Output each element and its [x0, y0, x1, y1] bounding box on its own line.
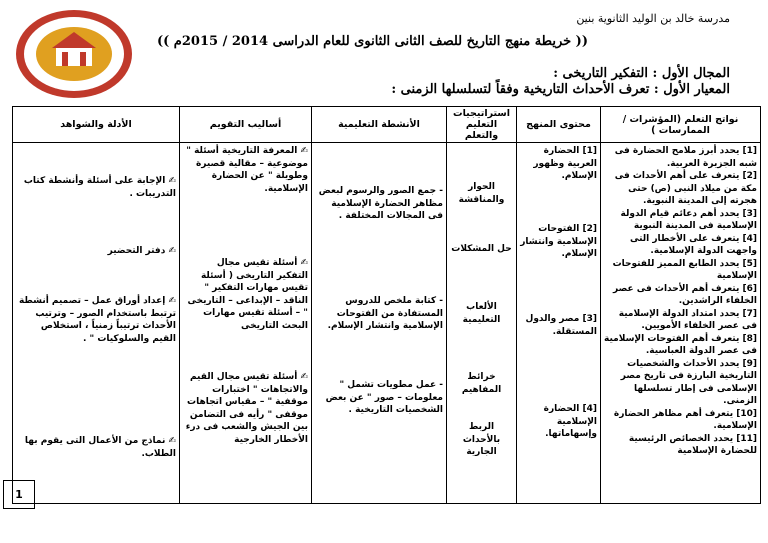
domain-heading: المجال الأول : التفكير التاريخى :: [553, 66, 730, 81]
activities-cell: [312, 143, 447, 504]
outcomes-cell: [601, 143, 761, 504]
evidence-item: ✍ إعداد أوراق عمل – تصميم أنشطة ترتبط باستخدام الصور – وترتيب الأحداث ترتيباً زمنياً ، استخلاص القيم والسلوكيات " .: [18, 296, 176, 344]
header-outcomes: نواتج التعلم (المؤشرات / الممارسات ): [601, 107, 761, 143]
evidence-item: ✍ نماذج من الأعمال التى يقوم بها الطلاب.: [24, 436, 176, 459]
evidence-item: ✍ الإجابة على أسئلة وأنشطة كتاب التدريبات .: [23, 176, 176, 199]
outcome-item: [3] يحدد أهم دعائم قيام الدولة الإسلامية فى المدينة النبوية: [620, 208, 757, 231]
outcome-item: [5] يحدد الطابع المميز للفتوحات الإسلامية: [612, 258, 757, 281]
strategy-item: حل المشكلات: [451, 244, 512, 254]
school-name: مدرسة خالد بن الوليد الثانوية بنين: [576, 12, 730, 25]
plan-title: (( خريطة منهج التاريخ للصف الثانى الثانوى للعام الدراسى 2014 / 2015م )): [156, 34, 588, 49]
strategy-item: الألعاب التعليمية: [462, 302, 501, 325]
strategies-cell: [447, 143, 517, 504]
outcome-item: [8] يتعرف أهم الفتوحات الإسلامية فى عصر الدولة العباسية.: [604, 333, 757, 356]
evidence-cell: [13, 143, 180, 504]
outcome-item: [10] يتعرف أهم مظاهر الحضارة الإسلامية.: [613, 408, 757, 431]
evidence-item: ✍ دفتر التحضير: [107, 246, 176, 256]
strategy-item: الربط بالأحداث الجارية: [462, 422, 501, 457]
strategy-item: الحوار والمناقشة: [458, 182, 505, 205]
outcome-item: [1] يحدد أبرز ملامح الحضارة فى شبه الجزيرة العربية.: [614, 146, 757, 169]
header-activities: الأنشطة التعليمية: [312, 107, 447, 143]
content-item: [4] الحضارة الإسلامية وإسهاماتها.: [543, 404, 597, 439]
assessment-item: ✍ أسئلة تقيس مجال القيم والاتجاهات " اختبارات موقفية " – مقياس اتجاهات موقفى " رأيه فى التضامن بين الجيش والشعب فى درء الأخطار الخارجية: [185, 372, 308, 445]
assessment-cell: [180, 143, 312, 504]
assessment-item: ✍ أسئلة تقيس مجال التفكير التاريخى ( أسئلة تقيس مهارات التفكير " الناقد – الإبداعى – التاريخى " – أسئلة تقيس مهارات البحث التاريخى: [187, 258, 308, 331]
activity-item: - عمل مطويات تشمل " معلومات – صور " عن بعض الشخصيات التاريخية .: [325, 380, 443, 415]
assessment-item: ✍ المعرفة التاريخية أسئلة " موضوعية – مقالية قصيرة وطويلة " عن الحضارة الإسلامية.: [186, 146, 308, 194]
header-assessment: أساليب التقويم: [180, 107, 312, 143]
outcome-item: [4] يتعرف على الأخطار التى واجهت الدولة الإسلامية.: [630, 233, 757, 256]
outcome-item: [2] يتعرف على أهم الأحداث فى مكة من ميلاد النبى (ص) حتى هجرته إلى المدينة النبوية.: [614, 171, 757, 206]
header-evidence: الأدلة والشواهد: [13, 107, 180, 143]
content-item: [1] الحضارة العربية وظهور الإسلام.: [533, 146, 597, 181]
school-logo: [12, 6, 136, 102]
header-content: محتوى المنهج: [517, 107, 601, 143]
content-item: [2] الفتوحات الإسلامية وانتشار الإسلام.: [520, 224, 597, 259]
standard-heading: المعيار الأول : تعرف الأحداث التاريخية وفقاً لتسلسلها الزمنى :: [391, 82, 730, 97]
outcome-item: [11] يحدد الخصائص الرئيسية للحضارة الإسلامية: [628, 433, 757, 456]
strategy-item: خرائط المفاهيم: [461, 372, 502, 395]
activity-item: - كتابة ملخص للدروس المستفادة من الفتوحات الإسلامية وانتشار الإسلام.: [327, 296, 443, 331]
outcome-item: [6] يتعرف أهم الأحداث فى عصر الخلفاء الراشدين.: [613, 283, 757, 306]
activity-item: - جمع الصور والرسوم لبعض مظاهر الحضارة الإسلامية فى المجالات المختلفة .: [318, 186, 443, 221]
content-cell: [517, 143, 601, 504]
page-number: 1: [3, 480, 35, 509]
header-strategies: استراتيجيات التعليم والتعلم: [447, 107, 517, 143]
curriculum-map-table: [12, 106, 761, 504]
outcome-item: [9] يحدد الأحداث والشخصيات التاريخية البارزة فى تاريخ مصر الإسلامى فى إطار تسلسلها الزمنى.: [620, 358, 757, 406]
content-item: [3] مصر والدول المستقلة.: [525, 314, 597, 337]
outcome-item: [7] يحدد امتداد الدولة الإسلامية فى عصر الخلفاء الأمويين.: [618, 308, 757, 331]
